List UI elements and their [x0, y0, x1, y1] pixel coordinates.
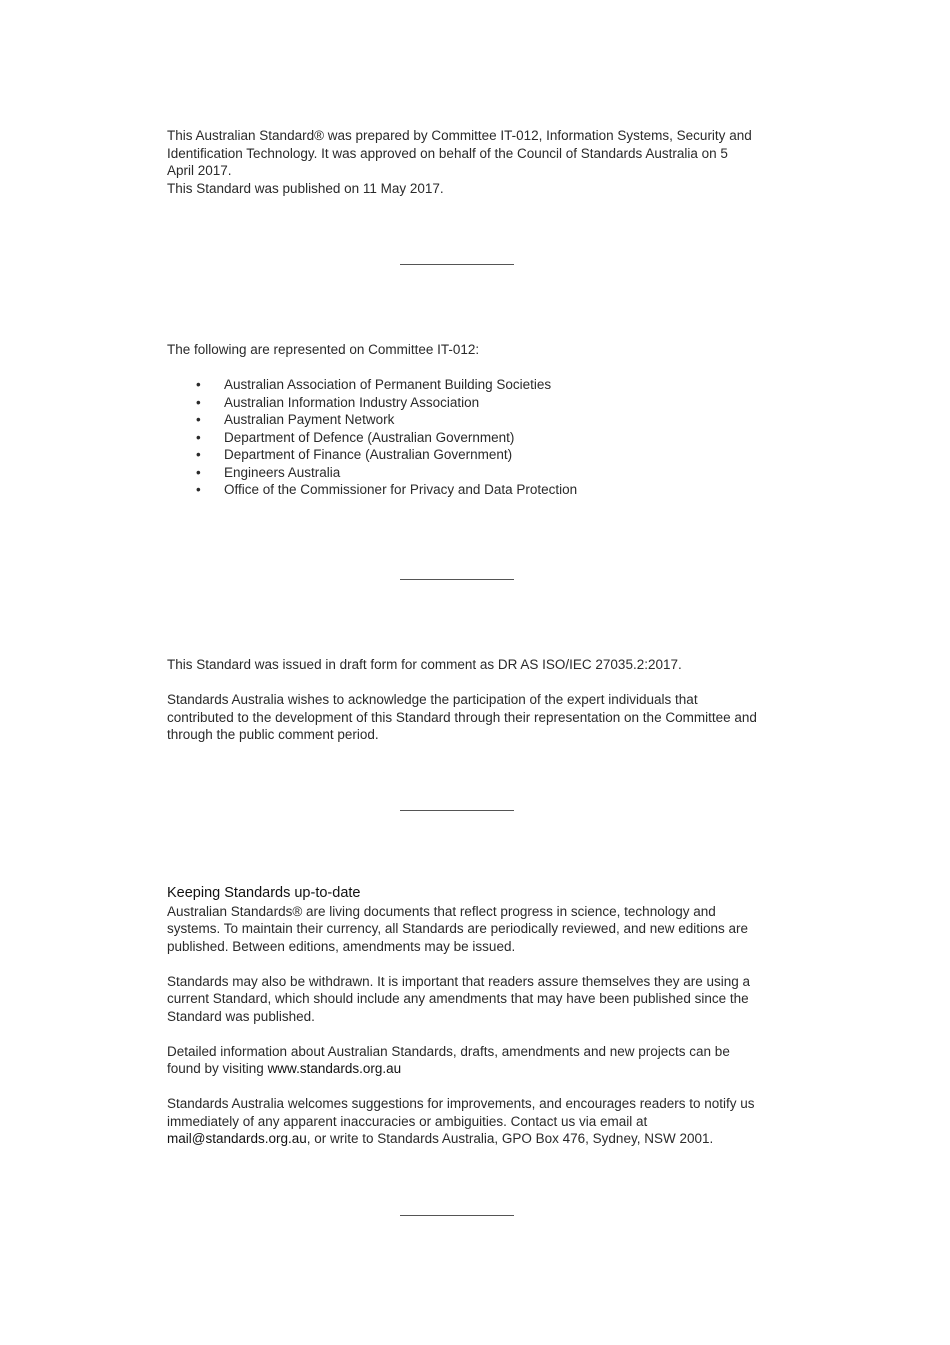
- acknowledgement-text: Standards Australia wishes to acknowledge the participation of the expert individuals that contributed to the development of this Standard through their representation on the Committee and through the public comment period.: [167, 692, 757, 742]
- keeping-paragraph-2: Standards may also be withdrawn. It is important that readers assure themselves they are using a current Standard, which should include any amendments that may have been published since the Standard was published.: [167, 973, 751, 1024]
- list-item: • Australian Information Industry Association: [167, 394, 757, 412]
- draft-issued-text: This Standard was issued in draft form for comment as DR AS ISO/IEC 27035.2:2017.: [167, 657, 682, 672]
- approval-text: This Australian Standard® was prepared by Committee IT-012, Information Systems, Security and Identification Technology. It was approved on behalf of the Council of Standards Australia on 5 April 2017.: [167, 128, 752, 178]
- list-item: • Australian Association of Permanent Building Societies: [167, 376, 757, 394]
- list-item: • Department of Defence (Australian Government): [167, 429, 757, 447]
- keeping-paragraph-4-suffix: , or write to Standards Australia, GPO Box 476, Sydney, NSW 2001.: [306, 1131, 714, 1146]
- email-link[interactable]: mail@standards.org.au: [167, 1131, 307, 1146]
- draft-section: [167, 656, 757, 744]
- section-heading: Keeping Standards up-to-date: [167, 885, 361, 901]
- list-item: • Office of the Commissioner for Privacy and Data Protection: [167, 481, 757, 499]
- list-item: • Engineers Australia: [167, 464, 757, 482]
- section-divider-3: [400, 810, 514, 811]
- keeping-paragraph-3-text: Detailed information about Australian Standards, drafts, amendments and new projects can be found by visiting: [167, 1043, 730, 1076]
- keeping-paragraph-1: Australian Standards® are living documents that reflect progress in science, technology and systems. To maintain their currency, all Standards are periodically reviewed, and new editions are published. Between editions, amendments may be issued.: [167, 903, 749, 954]
- published-date: This Standard was published on 11 May 2017.: [167, 180, 444, 196]
- section-divider-2: [400, 579, 514, 580]
- section-divider-4: [400, 1215, 514, 1216]
- keeping-paragraph-4-text: Standards Australia welcomes suggestions for improvements, and encourages readers to notify us immediately of any apparent inaccuracies or ambiguities. Contact us via email at: [167, 1096, 755, 1129]
- keeping-section: [167, 885, 757, 1148]
- list-item: • Department of Finance (Australian Government): [167, 446, 757, 464]
- committee-section: [167, 341, 757, 499]
- committee-member-list: [167, 376, 757, 499]
- committee-intro: The following are represented on Committee IT-012:: [167, 342, 480, 357]
- keeping-paragraph-4: [167, 1095, 757, 1148]
- section-divider-1: [400, 264, 514, 265]
- list-item: • Australian Payment Network: [167, 411, 757, 429]
- approval-section: [167, 127, 757, 197]
- website-link[interactable]: www.standards.org.au: [267, 1061, 402, 1076]
- keeping-paragraph-3: [167, 1043, 757, 1078]
